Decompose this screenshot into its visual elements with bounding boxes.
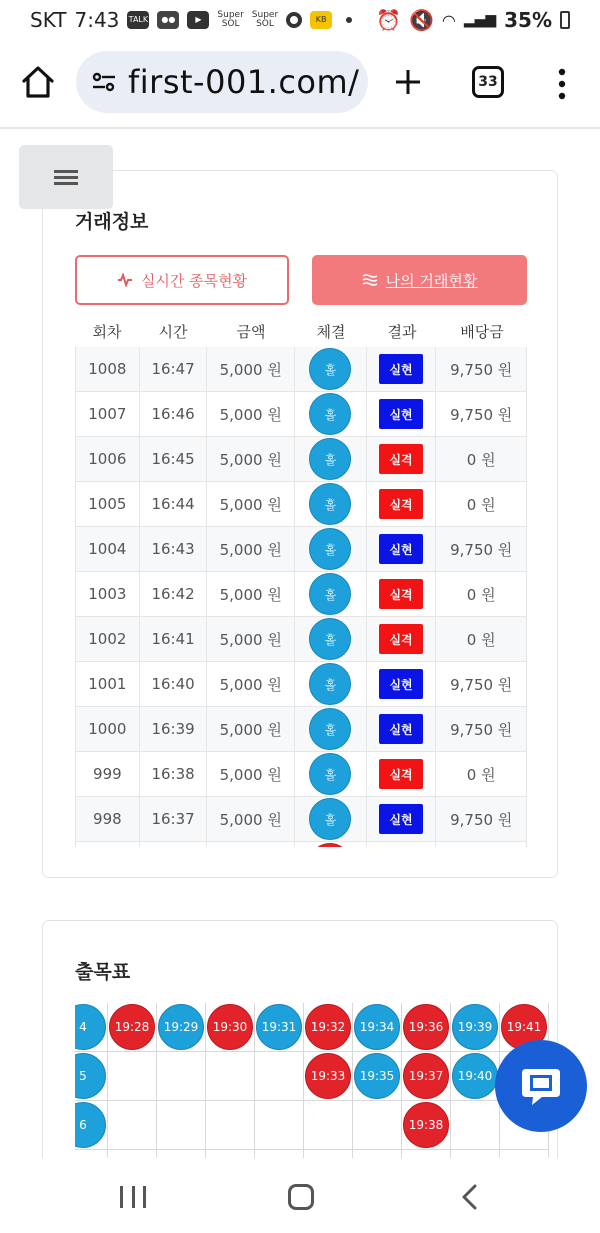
header-time: 시간 — [158, 323, 188, 341]
kb-icon: KB — [310, 11, 332, 29]
super-sol-icon: Super SOL — [217, 10, 244, 29]
cell-amount — [207, 842, 295, 847]
alarm-icon: ⏰ — [376, 8, 401, 32]
super-sol-icon: Super SOL — [251, 10, 279, 29]
cell-result — [367, 482, 437, 526]
table-row — [76, 437, 526, 482]
result-badge: 실격 — [379, 444, 423, 474]
browser-toolbar — [0, 44, 600, 124]
result-ball: 19:39 — [452, 1004, 498, 1050]
cell-bet — [295, 527, 367, 571]
grid-cell — [206, 1101, 255, 1150]
result-badge: 실현 — [379, 714, 423, 744]
grid-cell — [108, 1101, 157, 1150]
cell-amount: 5,000 원 — [207, 707, 295, 751]
cell-result — [367, 527, 437, 571]
cell-round: 1002 — [76, 617, 140, 661]
cell-payout: 0 원 — [466, 495, 496, 514]
waves-icon — [362, 274, 378, 286]
cell-round: 1005 — [76, 482, 140, 526]
cell-time: 16:40 — [140, 662, 208, 706]
cell-bet — [295, 797, 367, 841]
cell-time: 16:38 — [140, 752, 208, 796]
dot-icon — [346, 17, 352, 23]
grid-cell — [353, 1101, 402, 1150]
bet-badge: 홀 — [309, 573, 351, 615]
realtime-status-button[interactable] — [75, 255, 289, 305]
cell-payout — [436, 842, 526, 847]
tab-count: 33 — [478, 74, 498, 90]
cell-amount: 5,000 원 — [207, 347, 295, 391]
table-row — [76, 617, 526, 662]
cell-time: 16:46 — [140, 392, 208, 436]
grid-cell — [255, 1101, 304, 1150]
grid-cell — [157, 1052, 206, 1101]
cell-amount: 5,000 원 — [207, 752, 295, 796]
grid-cell — [304, 1101, 353, 1150]
my-trade-button[interactable] — [312, 255, 527, 305]
cell-payout: 0 원 — [466, 450, 496, 469]
result-ball: 19:38 — [403, 1102, 449, 1148]
cell-bet — [295, 437, 367, 481]
toolbar-divider — [0, 127, 600, 129]
tab-switcher-button[interactable] — [472, 66, 504, 98]
cell-amount: 5,000 원 — [207, 572, 295, 616]
new-tab-icon[interactable] — [392, 66, 424, 98]
result-badge: 실현 — [379, 354, 423, 384]
result-badge: 실현 — [379, 669, 423, 699]
result-ball: 19:33 — [305, 1053, 351, 1099]
cell-time: 16:41 — [140, 617, 208, 661]
trade-info-title: 거래정보 — [75, 211, 149, 233]
cell-time — [140, 842, 208, 847]
bet-badge: 홀 — [309, 483, 351, 525]
result-badge: 실현 — [379, 399, 423, 429]
trade-table-header — [75, 321, 527, 347]
grid-cell — [108, 1052, 157, 1101]
cell-payout: 9,750 원 — [450, 720, 513, 739]
cell-round: 1004 — [76, 527, 140, 571]
talk-icon: TALK — [127, 11, 149, 29]
cell-bet — [295, 707, 367, 751]
cell-payout: 9,750 원 — [450, 810, 513, 829]
result-badge: 실격 — [379, 489, 423, 519]
header-amount: 금액 — [236, 323, 266, 341]
mute-icon: 🔇 — [408, 8, 434, 32]
table-row — [76, 392, 526, 437]
cell-amount: 5,000 원 — [207, 392, 295, 436]
table-row — [76, 842, 526, 847]
cell-round: 1001 — [76, 662, 140, 706]
cell-result — [367, 572, 437, 616]
table-row — [76, 752, 526, 797]
cell-round: 1007 — [76, 392, 140, 436]
bet-badge: 홀 — [309, 618, 351, 660]
table-row — [76, 662, 526, 707]
grid-cell — [255, 1052, 304, 1101]
result-badge: 실격 — [379, 579, 423, 609]
my-trade-label: 나의 거래현황 — [385, 271, 478, 290]
cell-bet — [295, 842, 367, 847]
cell-time: 16:39 — [140, 707, 208, 751]
cell-result — [367, 662, 437, 706]
bet-badge: 홀 — [309, 348, 351, 390]
cell-bet — [295, 617, 367, 661]
cell-payout: 0 원 — [466, 630, 496, 649]
result-badge: 실현 — [379, 804, 423, 834]
bet-badge: 홀 — [309, 393, 351, 435]
result-ball: 19:29 — [158, 1004, 204, 1050]
cell-bet — [295, 392, 367, 436]
bet-badge: 홀 — [309, 798, 351, 840]
cell-time: 16:45 — [140, 437, 208, 481]
cell-bet — [295, 572, 367, 616]
table-row — [76, 482, 526, 527]
home-icon[interactable] — [18, 62, 58, 102]
cell-result — [367, 617, 437, 661]
battery-icon — [560, 11, 570, 29]
cell-payout: 0 원 — [466, 765, 496, 784]
cell-amount: 5,000 원 — [207, 662, 295, 706]
cell-bet — [295, 482, 367, 526]
cell-payout: 9,750 원 — [450, 540, 513, 559]
grid-cell — [157, 1101, 206, 1150]
address-bar[interactable] — [76, 51, 368, 113]
game-icon: ●● — [157, 11, 179, 29]
cell-result — [367, 797, 437, 841]
result-badge: 실격 — [379, 624, 423, 654]
result-ball: 5 — [75, 1053, 106, 1099]
bet-badge: 홀 — [309, 438, 351, 480]
site-settings-icon[interactable] — [90, 70, 118, 94]
wifi-icon: ◠ — [441, 10, 456, 30]
header-payout: 배당금 — [460, 323, 504, 341]
cell-amount: 5,000 원 — [207, 527, 295, 571]
cell-bet — [295, 662, 367, 706]
cell-bet — [295, 347, 367, 391]
realtime-status-label: 실시간 종목현황 — [140, 271, 248, 290]
cell-payout: 9,750 원 — [450, 360, 513, 379]
table-row — [76, 797, 526, 842]
result-ball: 19:41 — [501, 1004, 547, 1050]
cell-payout: 9,750 원 — [450, 405, 513, 424]
table-row — [76, 527, 526, 572]
trade-info-card — [42, 170, 558, 878]
menu-toggle-button[interactable] — [19, 145, 113, 209]
table-row — [76, 572, 526, 617]
cell-round: 1008 — [76, 347, 140, 391]
bet-badge — [309, 843, 351, 847]
table-row — [76, 347, 526, 392]
result-chart-title: 출목표 — [75, 961, 131, 983]
cell-result — [367, 707, 437, 751]
url-text[interactable]: first-001.com/ — [128, 63, 360, 101]
result-ball: 19:31 — [256, 1004, 302, 1050]
cell-result — [367, 842, 437, 847]
result-ball: 19:30 — [207, 1004, 253, 1050]
youtube-icon: ▶ — [187, 11, 209, 29]
cell-result — [367, 437, 437, 481]
header-result: 결과 — [387, 323, 417, 341]
chat-bubble-icon — [516, 1061, 566, 1111]
cell-result — [367, 752, 437, 796]
grid-cell — [451, 1101, 500, 1150]
system-nav-bar — [0, 1158, 600, 1233]
cell-round: 1006 — [76, 437, 140, 481]
result-ball: 19:40 — [452, 1053, 498, 1099]
header-round: 회차 — [92, 323, 122, 341]
signal-icon: ▂▄▆ — [463, 12, 497, 28]
cell-time: 16:44 — [140, 482, 208, 526]
carrier-label: SKT — [30, 8, 67, 32]
back-icon[interactable] — [458, 1184, 482, 1210]
cell-time: 16:42 — [140, 572, 208, 616]
cell-round: 1003 — [76, 572, 140, 616]
result-badge: 실격 — [379, 759, 423, 789]
cell-round: 999 — [76, 752, 140, 796]
result-ball: 19:35 — [354, 1053, 400, 1099]
result-ball: 19:34 — [354, 1004, 400, 1050]
cell-round: 1000 — [76, 707, 140, 751]
cell-time: 16:37 — [140, 797, 208, 841]
bet-badge: 홀 — [309, 663, 351, 705]
result-ball: 6 — [75, 1102, 106, 1148]
result-ball: 4 — [75, 1004, 106, 1050]
result-grid[interactable] — [75, 1003, 558, 1163]
cell-amount: 5,000 원 — [207, 797, 295, 841]
clock: 7:43 — [74, 8, 120, 32]
result-ball: 19:37 — [403, 1053, 449, 1099]
bet-badge: 홀 — [309, 708, 351, 750]
grid-cell — [206, 1052, 255, 1101]
cell-payout: 0 원 — [466, 585, 496, 604]
cell-result — [367, 392, 437, 436]
result-ball: 19:36 — [403, 1004, 449, 1050]
battery-level: 35% — [504, 8, 552, 32]
cell-time: 16:43 — [140, 527, 208, 571]
result-ball: 19:32 — [305, 1004, 351, 1050]
cell-bet — [295, 752, 367, 796]
cell-result — [367, 347, 437, 391]
hamburger-icon — [54, 167, 78, 188]
trade-table-body[interactable] — [75, 347, 527, 847]
cell-amount: 5,000 원 — [207, 482, 295, 526]
table-row — [76, 707, 526, 752]
bet-badge: 홀 — [309, 528, 351, 570]
more-menu-icon[interactable] — [554, 66, 570, 102]
cell-amount: 5,000 원 — [207, 437, 295, 481]
chat-button[interactable] — [495, 1040, 587, 1132]
bet-badge: 홀 — [309, 753, 351, 795]
result-badge: 실현 — [379, 534, 423, 564]
result-ball: 19:28 — [109, 1004, 155, 1050]
cell-round — [76, 842, 140, 847]
record-icon — [286, 12, 302, 28]
cell-payout: 9,750 원 — [450, 675, 513, 694]
cell-amount: 5,000 원 — [207, 617, 295, 661]
header-bet: 체결 — [316, 323, 346, 341]
cell-round: 998 — [76, 797, 140, 841]
pulse-icon — [117, 273, 133, 287]
recents-icon[interactable] — [120, 1186, 146, 1208]
status-bar — [0, 0, 600, 40]
home-nav-icon[interactable] — [288, 1184, 314, 1210]
cell-time: 16:47 — [140, 347, 208, 391]
